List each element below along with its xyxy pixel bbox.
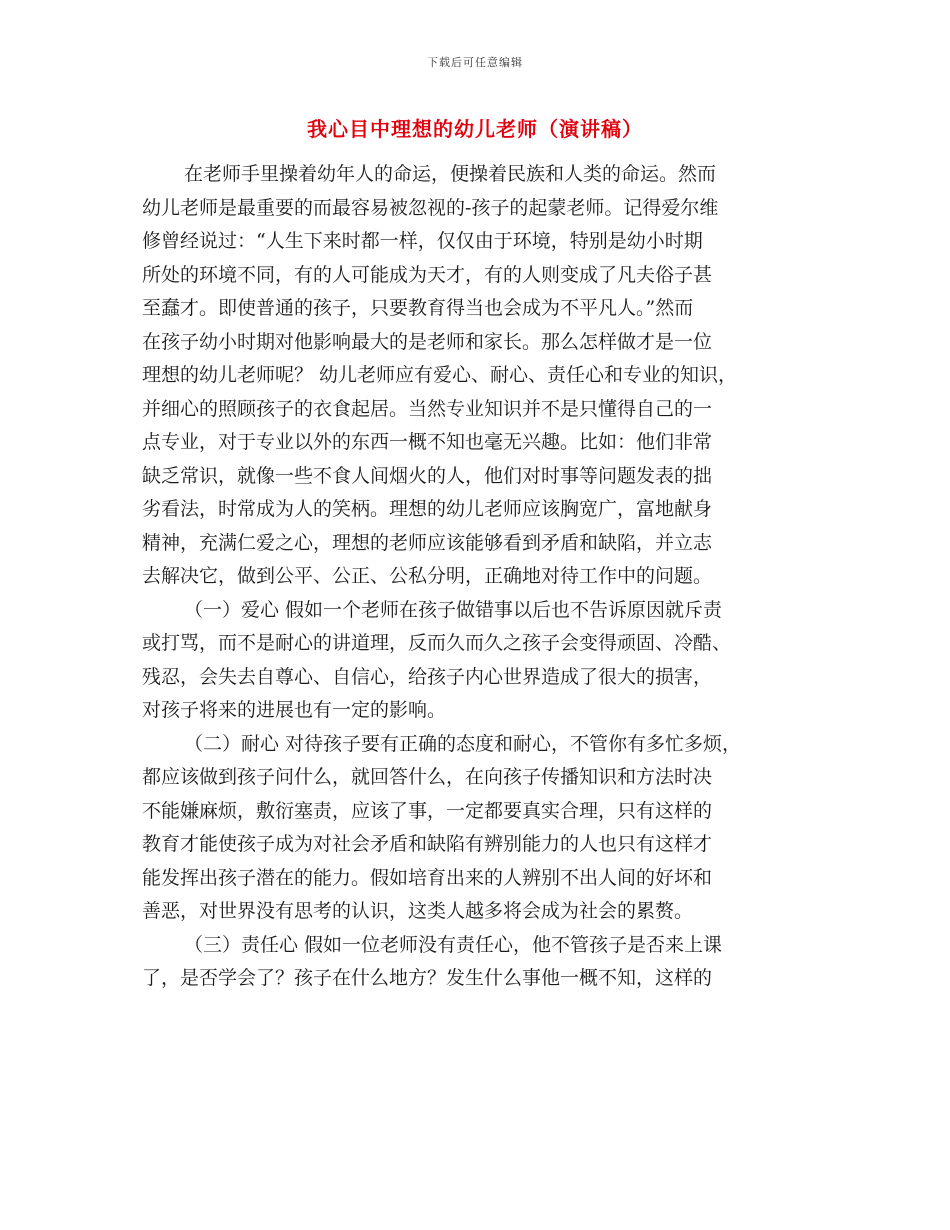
body-line: 不能嫌麻烦，敷衍塞责，应该了事，一定都要真实合理，只有这样的 bbox=[142, 799, 713, 822]
document-title: 我心目中理想的幼儿老师（演讲稿） bbox=[307, 117, 643, 141]
body-line: 缺乏常识，就像一些不食人间烟火的人，他们对时事等问题发表的拙 bbox=[142, 464, 713, 487]
body-line: 善恶，对世界没有思考的认识，这类人越多将会成为社会的累赘。 bbox=[142, 900, 694, 922]
body-line: 教育才能使孩子成为对社会矛盾和缺陷有辨别能力的人也只有这样才 bbox=[142, 833, 713, 855]
body-line: （三）责任心 假如一位老师没有责任心，他不管孩子是否来上课 bbox=[184, 933, 723, 956]
body-line: 了，是否学会了？孩子在什么地方？发生什么事他一概不知，这样的 bbox=[142, 967, 713, 989]
body-line: 修曾经说过：“人生下来时都一样，仅仅由于环境，特别是幼小时期 bbox=[142, 230, 703, 252]
body-line: 所处的环境不同，有的人可能成为天才，有的人则变成了凡夫俗子甚 bbox=[142, 263, 713, 286]
body-line: 都应该做到孩子问什么，就回答什么，在向孩子传播知识和方法时决 bbox=[142, 766, 713, 788]
body-line: 至蠢才。即使普通的孩子，只要教育得当也会成为不平凡人。”然而 bbox=[142, 297, 694, 319]
page-header-note: 下载后可任意编辑 bbox=[427, 56, 523, 69]
body-line: 在孩子幼小时期对他影响最大的是老师和家长。那么怎样做才是一位 bbox=[142, 330, 713, 353]
body-line: 对孩子将来的进展也有一定的影响。 bbox=[142, 699, 447, 721]
body-line: 能发挥出孩子潜在的能力。假如培育出来的人辨别不出人间的好坏和 bbox=[142, 866, 713, 889]
body-text bbox=[142, 158, 832, 996]
body-line: 理想的幼儿老师呢？ 幼儿老师应有爱心、耐心、责任心和专业的知识， bbox=[142, 364, 738, 386]
body-line: 精神，充满仁爱之心，理想的老师应该能够看到矛盾和缺陷，并立志 bbox=[142, 531, 713, 554]
body-line: （一）爱心 假如一个老师在孩子做错事以后也不告诉原因就斥责 bbox=[184, 598, 723, 621]
body-line: 幼儿老师是最重要的而最容易被忽视的-孩子的起蒙老师。记得爱尔维 bbox=[142, 196, 719, 219]
body-line: 劣看法，时常成为人的笑柄。理想的幼儿老师应该胸宽广，富地献身 bbox=[142, 498, 713, 520]
body-line: 并细心的照顾孩子的衣食起居。当然专业知识并不是只懂得自己的一 bbox=[142, 397, 713, 420]
body-line: 或打骂，而不是耐心的讲道理，反而久而久之孩子会变得顽固、冷酷、 bbox=[142, 632, 732, 654]
body-line: 残忍，会失去自尊心、自信心，给孩子内心世界造成了很大的损害， bbox=[142, 665, 713, 688]
body-line: 点专业，对于专业以外的东西一概不知也毫无兴趣。比如：他们非常 bbox=[142, 431, 713, 453]
body-line: 在老师手里操着幼年人的命运，便操着民族和人类的命运。然而 bbox=[184, 163, 717, 185]
body-line: （二）耐心 对待孩子要有正确的态度和耐心，不管你有多忙多烦， bbox=[184, 732, 742, 755]
body-line: 去解决它，做到公平、公正、公私分明，正确地对待工作中的问题。 bbox=[142, 565, 713, 587]
